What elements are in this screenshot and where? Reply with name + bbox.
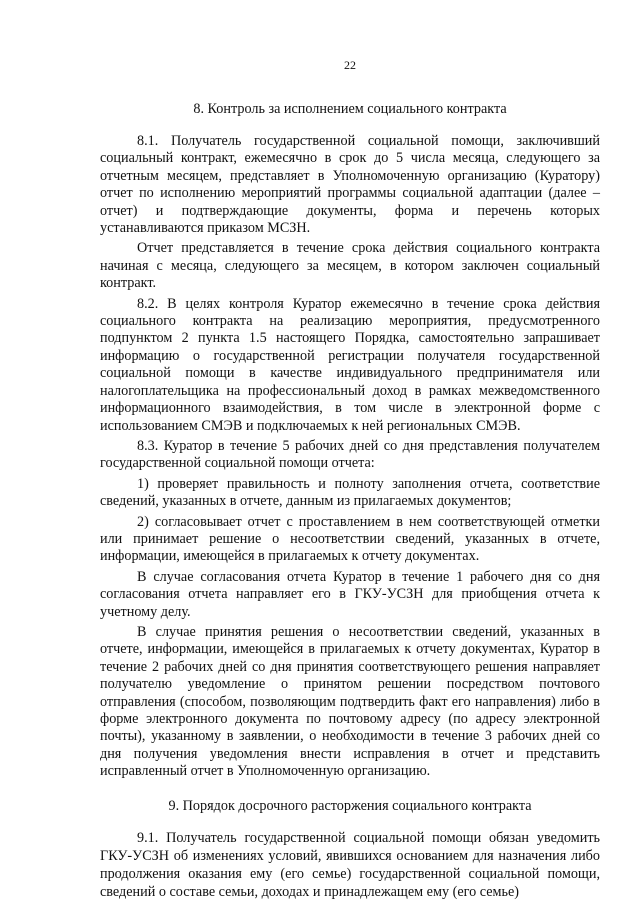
section-heading: 9. Порядок досрочного расторжения социального контракта xyxy=(168,797,532,814)
paragraph-8-3: 8.3. Куратор в течение 5 рабочих дней со дня представления получателем государственной социальной помощи отчета: xyxy=(100,437,600,472)
section-8 xyxy=(100,100,600,781)
list-item-1: 1) проверяет правильность и полноту заполнения отчета, соответствие сведений, указанных в отчете, данным из прилагаемых документов; xyxy=(100,475,600,510)
paragraph-8-1: 8.1. Получатель государственной социальной помощи, заключивший социальный контракт, ежемесячно в срок до 5 числа месяца, следующего за отчетным месяцем, представляет в Уполномоченную организацию (Куратору) отчет по исполнению мероприятий программы социальной адаптации (далее – отчет) и подтверждающие документы, форма и перечень которых устанавливаются приказом МСЗН. xyxy=(100,133,600,237)
list-item-2: 2) согласовывает отчет с проставлением в нем соответствующей отметки или принимает решение о несоответствии сведений, указанных в отчете, информации, имеющейся в прилагаемых к отчету документах. xyxy=(100,513,600,565)
paragraph-9-1: 9.1. Получатель государственной социальной помощи обязан уведомить ГКУ-УСЗН об изменениях условий, явившихся основанием для назначения либо продолжения оказания ему (его семье) государственной социальной помощи, сведений о составе семьи, доходах и принадлежащем ему (его семье) xyxy=(100,829,600,901)
paragraph-approval: В случае согласования отчета Куратор в течение 1 рабочего дня со дня согласования отчета направляет его в ГКУ-УСЗН для приобщения отчета к учетному делу. xyxy=(100,568,600,620)
paragraph-mismatch: В случае принятия решения о несоответствии сведений, указанных в отчете, информации, имеющейся в прилагаемых к отчету документах, Куратор в течение 2 рабочих дней со дня принятия соответствующего решения направляет получателю уведомление о принятом решении посредством почтового отправления (способом, позволяющим подтвердить факт его направления) либо в форме электронного документа по почтовому адресу (по адресу электронной почты), указанному в заявлении, о необходимости в течение 3 рабочих дней со дня получения уведомления внести исправления в отчет и представить исправленный отчет в Уполномоченную организацию. xyxy=(100,623,600,780)
section-9 xyxy=(100,797,600,902)
paragraph-report-period: Отчет представляется в течение срока действия социального контракта начиная с месяца, следующего за месяцем, в котором заключен социальный контракт. xyxy=(100,240,600,292)
section-heading: 8. Контроль за исполнением социального контракта xyxy=(193,101,507,117)
paragraph-8-2: 8.2. В целях контроля Куратор ежемесячно в течение срока действия социального контракта на реализацию мероприятия, предусмотренного подпунктом 2 пункта 1.5 настоящего Порядка, самостоятельно запрашивает информацию о государственной регистрации получателя государственной социальной помощи в качестве индивидуального предпринимателя или налогоплательщика на профессиональный доход в рамках межведомственного информационного взаимодействия, в том числе в электронной форме с использованием СМЭВ и подключаемых к ней региональных СМЭВ. xyxy=(100,295,600,434)
page-number: 22 xyxy=(344,58,356,72)
